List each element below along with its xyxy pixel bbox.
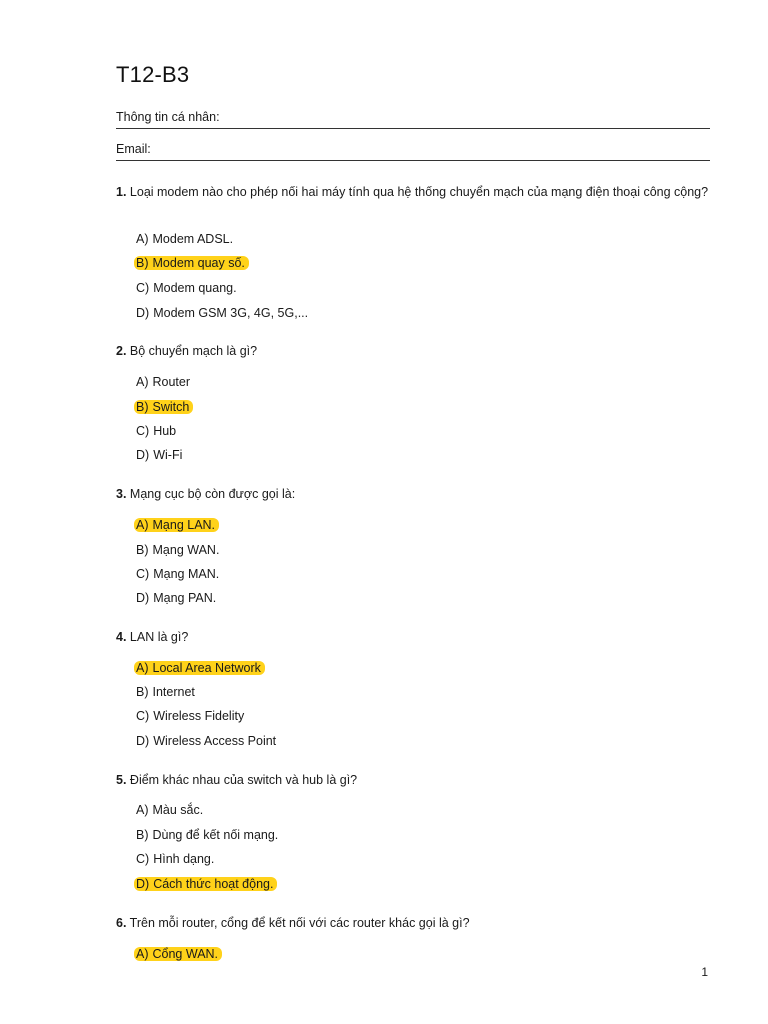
option-text: Dùng để kết nối mạng. [152, 828, 279, 842]
option-label: A) [136, 518, 149, 532]
q5-option-c[interactable] [136, 851, 214, 867]
document-page [116, 0, 710, 1024]
q3-option-b[interactable] [136, 542, 219, 558]
question-2 [116, 343, 710, 360]
option-text: Internet [152, 685, 195, 699]
option-text: Modem quang. [153, 281, 237, 295]
question-1 [116, 184, 710, 201]
question-number: 5. [116, 773, 127, 787]
q4-option-c[interactable] [136, 708, 244, 724]
option-label: A) [136, 232, 149, 246]
option-label: B) [136, 400, 149, 414]
q4-option-d[interactable] [136, 733, 276, 749]
option-label: C) [136, 709, 150, 723]
option-text: Màu sắc. [152, 803, 204, 817]
option-label: D) [136, 448, 150, 462]
option-text: Cách thức hoạt động. [153, 877, 274, 891]
option-text: Wi-Fi [153, 448, 183, 462]
option-text: Modem ADSL. [152, 232, 234, 246]
question-4 [116, 629, 710, 646]
option-text: Local Area Network [152, 661, 261, 675]
option-text: Wireless Access Point [153, 734, 277, 748]
q2-option-c[interactable] [136, 423, 176, 439]
option-label: C) [136, 852, 150, 866]
question-text: LAN là gì? [126, 630, 189, 644]
q2-option-b[interactable] [136, 399, 193, 415]
email-label: Email: [116, 142, 151, 156]
option-label: A) [136, 661, 149, 675]
personal-info-label: Thông tin cá nhân: [116, 110, 220, 124]
email-field[interactable] [116, 140, 710, 161]
option-text: Hình dạng. [153, 852, 215, 866]
option-label: D) [136, 306, 150, 320]
question-6 [116, 915, 710, 932]
q5-option-b[interactable] [136, 827, 278, 843]
question-number: 3. [116, 487, 127, 501]
q1-option-a[interactable] [136, 231, 233, 247]
q5-option-a[interactable] [136, 802, 203, 818]
option-label: C) [136, 567, 150, 581]
option-label: A) [136, 375, 149, 389]
q3-option-a[interactable] [136, 517, 219, 533]
q1-option-c[interactable] [136, 280, 237, 296]
question-5 [116, 772, 710, 789]
option-text: Switch [152, 400, 190, 414]
option-text: Router [152, 375, 191, 389]
option-text: Wireless Fidelity [153, 709, 245, 723]
option-text: Modem GSM 3G, 4G, 5G,... [153, 306, 309, 320]
page-number: 1 [701, 965, 708, 979]
page-title: T12-B3 [116, 62, 190, 87]
question-number: 4. [116, 630, 127, 644]
option-label: A) [136, 947, 149, 961]
option-label: B) [136, 685, 149, 699]
q2-option-d[interactable] [136, 447, 182, 463]
q4-option-b[interactable] [136, 684, 195, 700]
question-text: Mạng cục bộ còn được gọi là: [126, 487, 296, 501]
option-text: Mạng PAN. [153, 591, 217, 605]
q1-option-d[interactable] [136, 305, 308, 321]
option-text: Modem quay số. [152, 256, 245, 270]
question-text: Điểm khác nhau của switch và hub là gì? [126, 773, 358, 787]
question-text: Bộ chuyển mạch là gì? [126, 344, 258, 358]
question-text: Loại modem nào cho phép nối hai máy tính qua hệ thống chuyển mạch của mạng điện thoại công cộng? [126, 185, 709, 199]
option-text: Mạng LAN. [152, 518, 216, 532]
option-label: D) [136, 877, 150, 891]
option-text: Cổng WAN. [152, 947, 219, 961]
question-text: Trên mỗi router, cổng để kết nối với các router khác gọi là gì? [126, 916, 470, 930]
option-label: D) [136, 591, 150, 605]
option-label: C) [136, 424, 150, 438]
option-text: Mạng MAN. [153, 567, 220, 581]
q3-option-c[interactable] [136, 566, 219, 582]
option-label: B) [136, 256, 149, 270]
option-label: D) [136, 734, 150, 748]
option-label: B) [136, 828, 149, 842]
q6-option-a[interactable] [136, 946, 222, 962]
q4-option-a[interactable] [136, 660, 265, 676]
question-number: 2. [116, 344, 127, 358]
personal-info-field[interactable] [116, 108, 710, 129]
question-number: 1. [116, 185, 127, 199]
q2-option-a[interactable] [136, 374, 190, 390]
option-text: Mạng WAN. [152, 543, 220, 557]
option-label: C) [136, 281, 150, 295]
q5-option-d[interactable] [136, 876, 277, 892]
option-label: B) [136, 543, 149, 557]
q1-option-b[interactable] [136, 255, 249, 271]
option-label: A) [136, 803, 149, 817]
option-text: Hub [153, 424, 177, 438]
q3-option-d[interactable] [136, 590, 216, 606]
question-3 [116, 486, 710, 503]
question-number: 6. [116, 916, 127, 930]
